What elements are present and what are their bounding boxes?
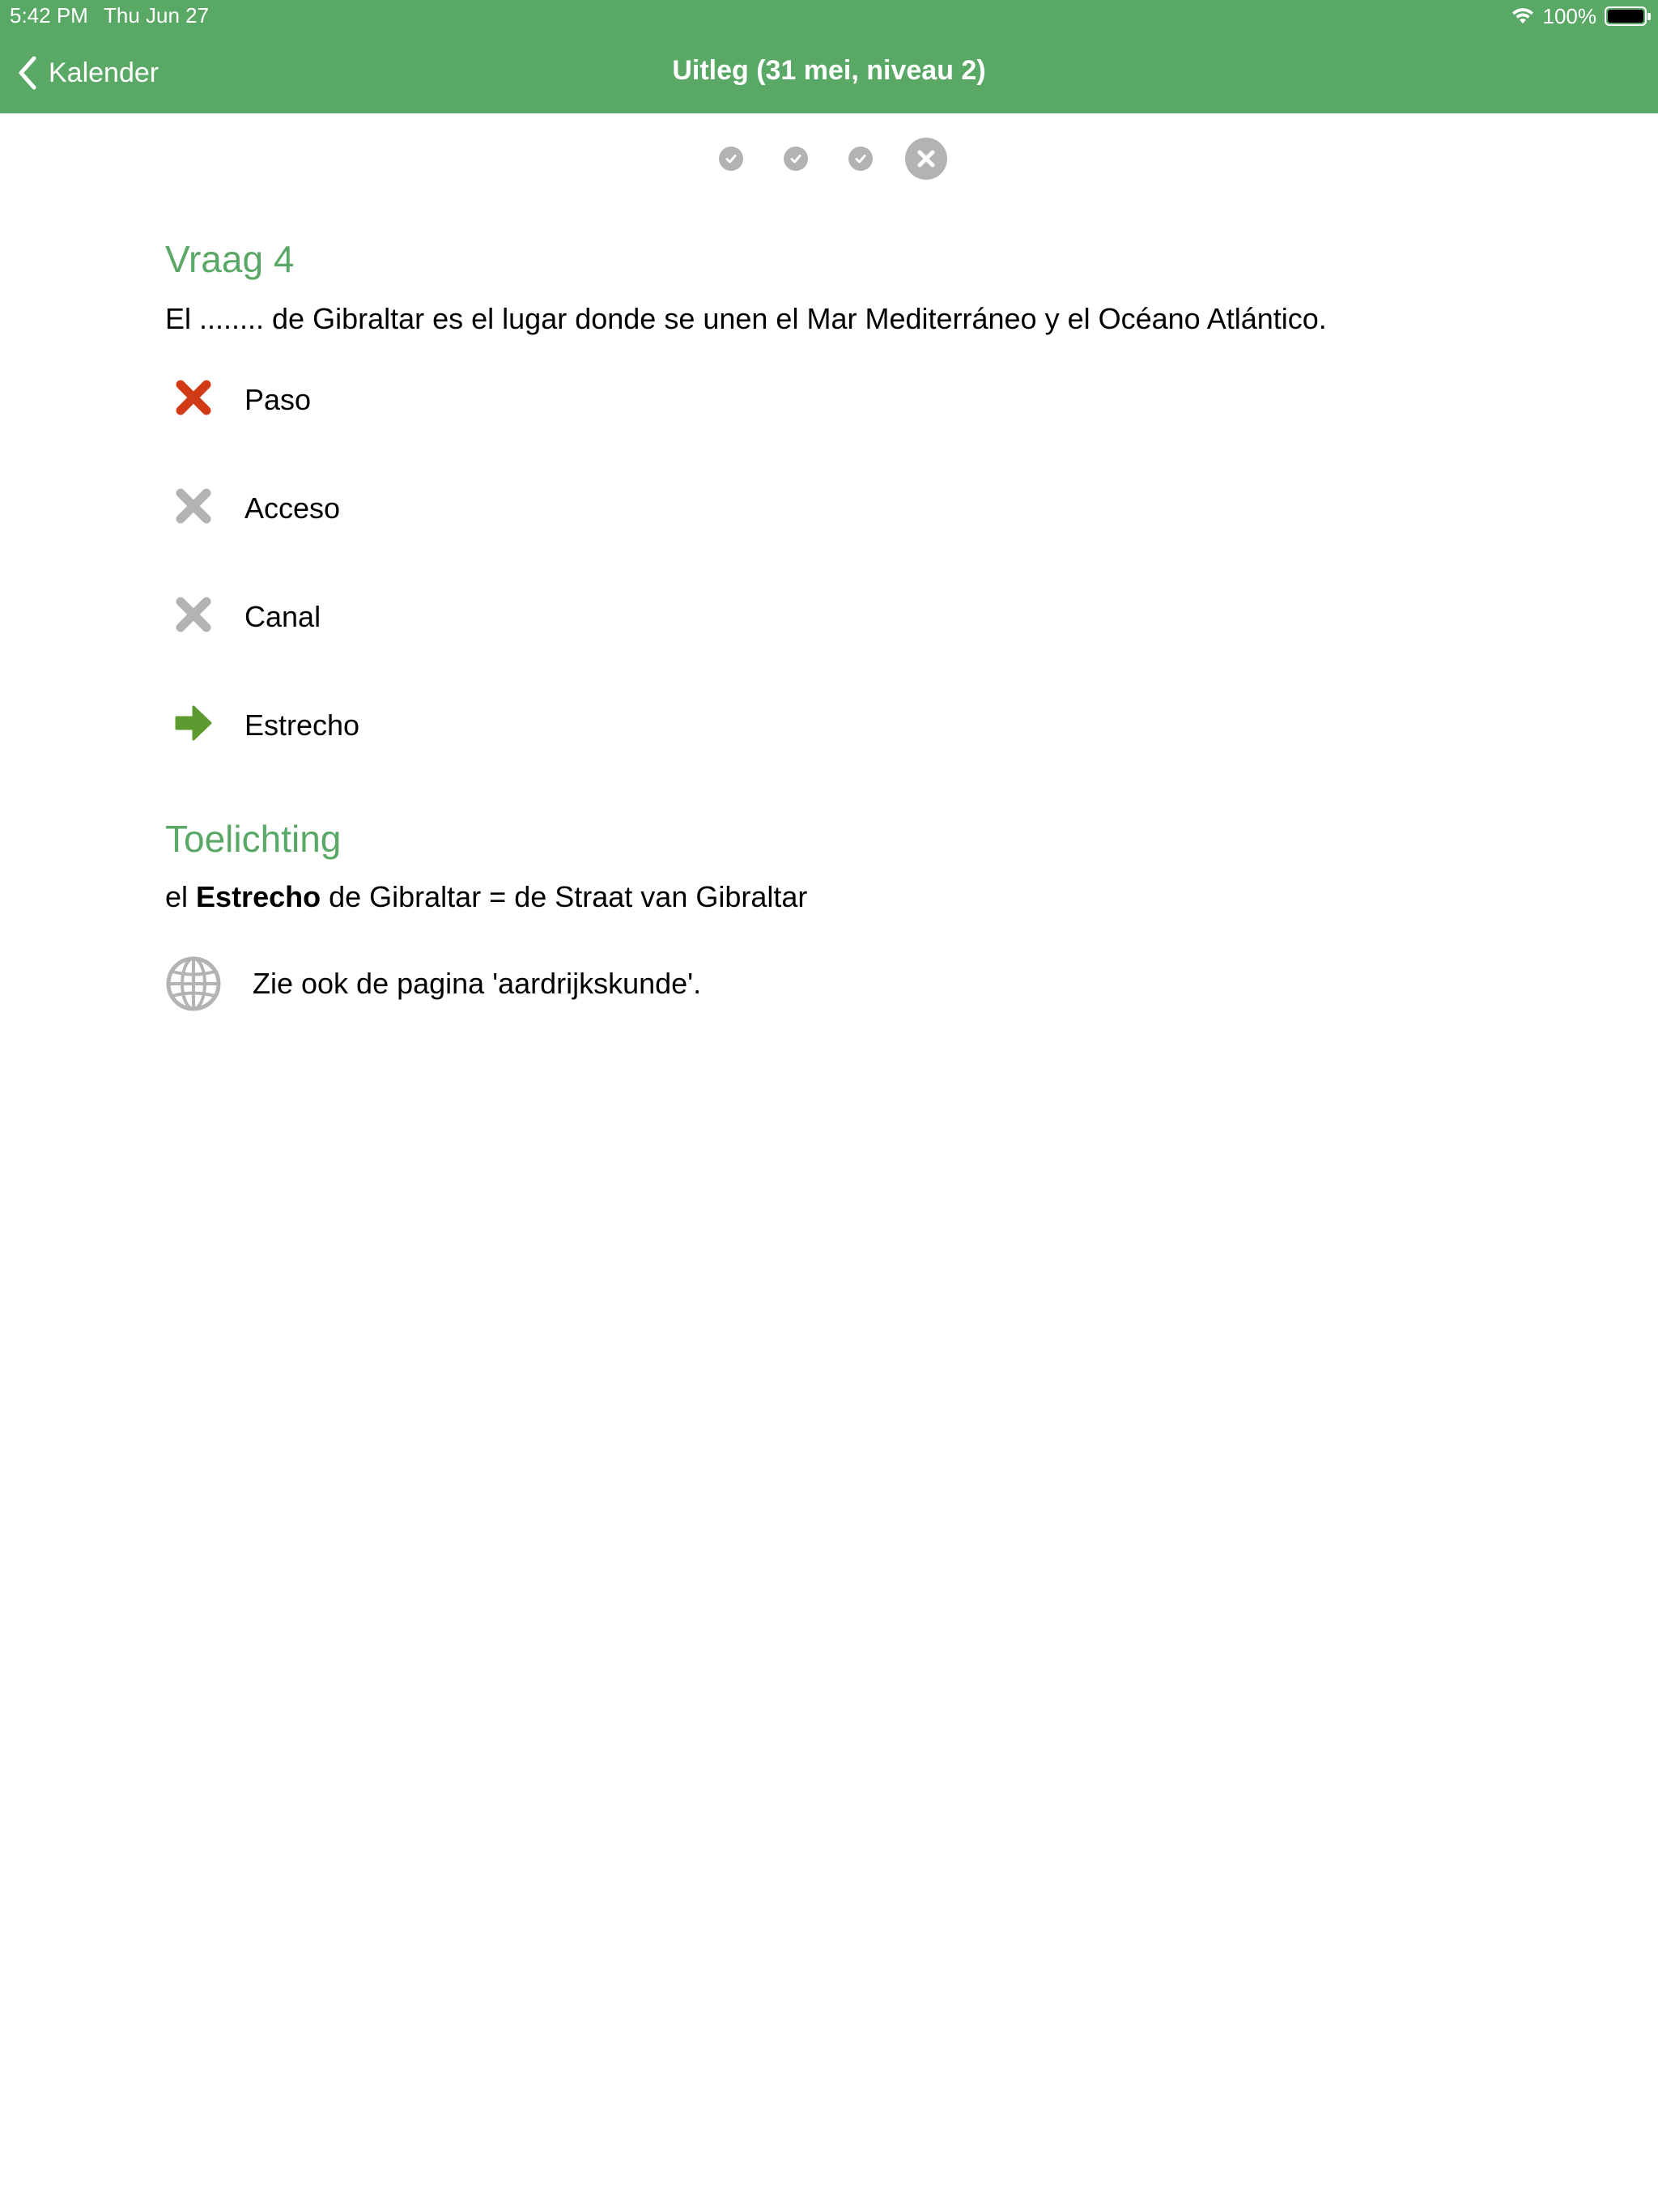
answer-label: Canal: [244, 600, 321, 633]
back-button-label: Kalender: [49, 57, 159, 88]
answer-list: [165, 377, 1541, 811]
explanation-prefix: el: [165, 880, 197, 913]
progress-dot-4-current[interactable]: [905, 138, 947, 180]
navigation-bar: [0, 32, 1658, 113]
explanation-text: [165, 876, 1541, 918]
status-time: 5:42 PM: [10, 3, 88, 28]
page-title: Uitleg (31 mei, niveau 2): [672, 55, 986, 86]
progress-dot-2[interactable]: [784, 147, 808, 171]
question-content: [165, 235, 1541, 1012]
answer-option-4[interactable]: [165, 703, 1541, 811]
explanation-heading: Toelichting: [165, 818, 342, 860]
answer-option-1[interactable]: [165, 377, 1541, 486]
check-icon: [853, 151, 868, 166]
question-text: El ........ de Gibraltar es el lugar donde se unen el Mar Mediterráneo y el Océano Atlántico.: [165, 302, 1327, 335]
status-bar: [0, 0, 1658, 32]
globe-icon: [165, 955, 222, 1012]
see-also-link[interactable]: [165, 955, 1541, 1012]
check-icon: [789, 151, 803, 166]
explanation-bold-term: Estrecho: [196, 880, 321, 913]
gray-x-icon: [173, 594, 214, 635]
green-arrow-icon: [173, 703, 214, 743]
battery-icon: [1605, 6, 1647, 26]
see-also-label: Zie ook de pagina 'aardrijkskunde'.: [253, 967, 702, 1000]
status-date: Thu Jun 27: [104, 3, 210, 28]
question-progress: [0, 138, 1658, 180]
app-header: [0, 0, 1658, 113]
progress-dot-1[interactable]: [719, 147, 743, 171]
x-icon: [915, 147, 937, 170]
status-indicators: [1511, 3, 1647, 29]
battery-percent: 100%: [1542, 3, 1596, 28]
battery-fill: [1608, 10, 1643, 23]
gray-x-icon: [173, 486, 214, 526]
progress-dot-3[interactable]: [848, 147, 873, 171]
question-heading: Vraag 4: [165, 238, 295, 280]
answer-option-2[interactable]: [165, 486, 1541, 594]
explanation-suffix: de Gibraltar = de Straat van Gibraltar: [321, 880, 808, 913]
red-x-icon: [173, 377, 214, 418]
answer-option-3[interactable]: [165, 594, 1541, 703]
check-icon: [724, 151, 738, 166]
wifi-icon: [1511, 7, 1535, 25]
answer-label: Estrecho: [244, 708, 360, 742]
answer-label: Paso: [244, 383, 312, 416]
answer-label: Acceso: [244, 491, 341, 525]
